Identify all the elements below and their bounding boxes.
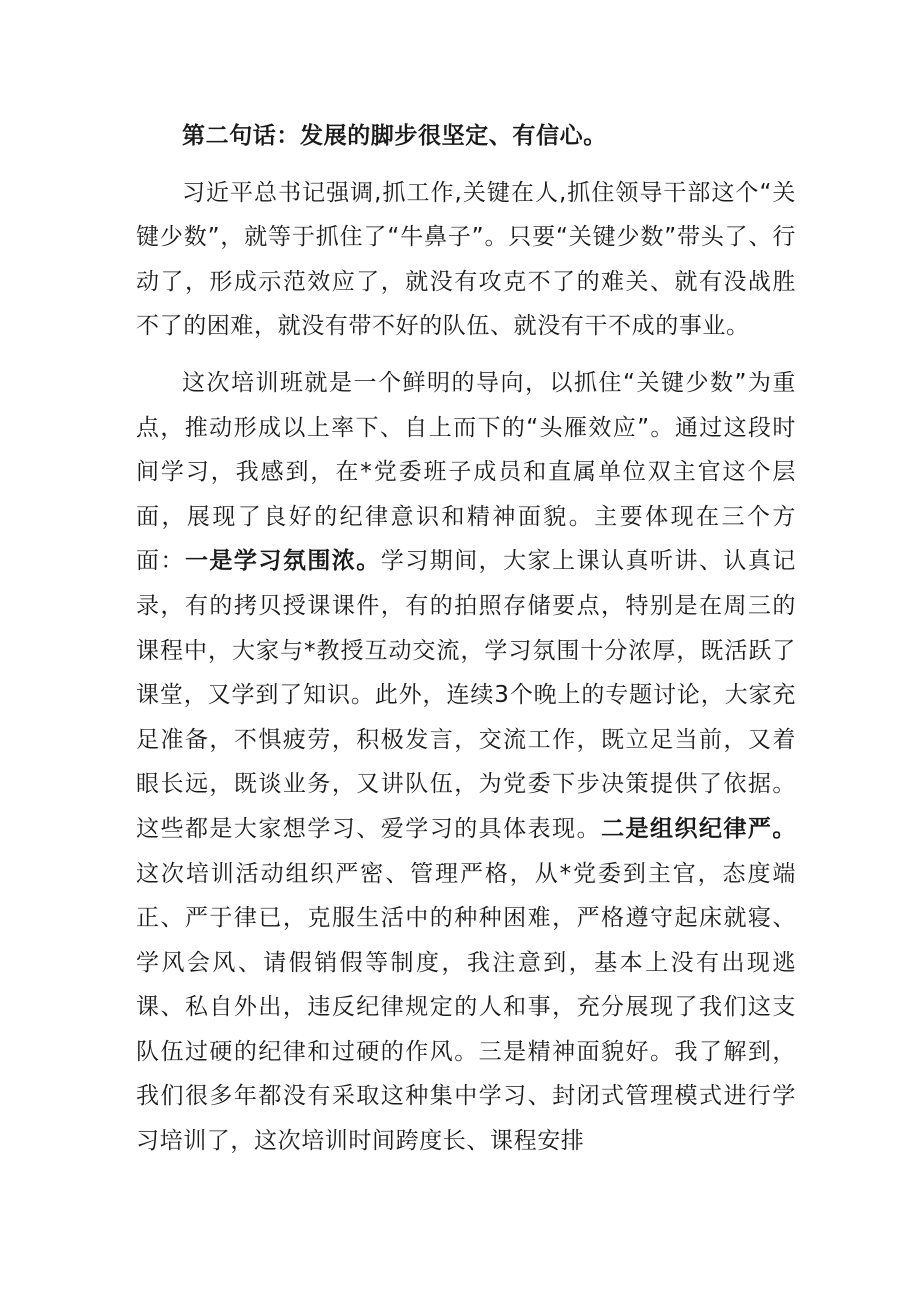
point-1-body: 学习期间，大家上课认真听讲、认真记录，有的拷贝授课课件，有的拍照存储要点，特别是在周三的课程中，大家与*教授互动交流，学习氛围十分浓厚，既活跃了课堂，又学到了知识。此外，连续3个晚上的专题讨论，大家充足准备，不惧疲劳，积极发言，交流工作，既立足当前，又着眼长远，既谈业务，又讲队伍，为党委下步决策提供了依据。这些都是大家想学习、爱学习的具体表现。 — [136, 548, 796, 842]
point-1-title: 一是学习氛围浓。 — [184, 548, 381, 575]
document-body — [136, 114, 796, 1164]
section-heading: 第二句话：发展的脚步很坚定、有信心。 — [182, 123, 607, 149]
paragraph-2 — [136, 361, 796, 1164]
paragraph-1: 习近平总书记强调,抓工作,关键在人,抓住领导干部这个“关键少数”，就等于抓住了“牛鼻子”。只要“关键少数”带头了、行动了，形成示范效应了，就没有攻克不了的难关、就有没战胜不了的困难，就没有带不好的队伍、就没有干不成的事业。 — [136, 179, 796, 340]
point-2-title: 二是组织纪律严。 — [601, 815, 796, 842]
point-2-body: 这次培训活动组织严密、管理严格，从*党委到主官，态度端正、严于律已，克服生活中的种种困难，严格遵守起床就寝、学风会风、请假销假等制度，我注意到，基本上没有出现逃课、私自外出，违反纪律规定的人和事，充分展现了我们这支队伍过硬的纪律和过硬的作风。三是精神面貌好。我了解到，我们很多年都没有采取这种集中学习、封闭式管理模式进行学习培训了，这次培训时间跨度长、课程安排 — [136, 860, 796, 1155]
paragraph-2-intro: 这次培训班就是一个鲜明的导向，以抓住“关键少数”为重点，推动形成以上率下、自上而下的“头雁效应”。通过这段时间学习，我感到，在*党委班子成员和直属单位双主官这个层面，展现了良好的纪律意识和精神面貌。主要体现在三个方面： — [136, 369, 796, 575]
